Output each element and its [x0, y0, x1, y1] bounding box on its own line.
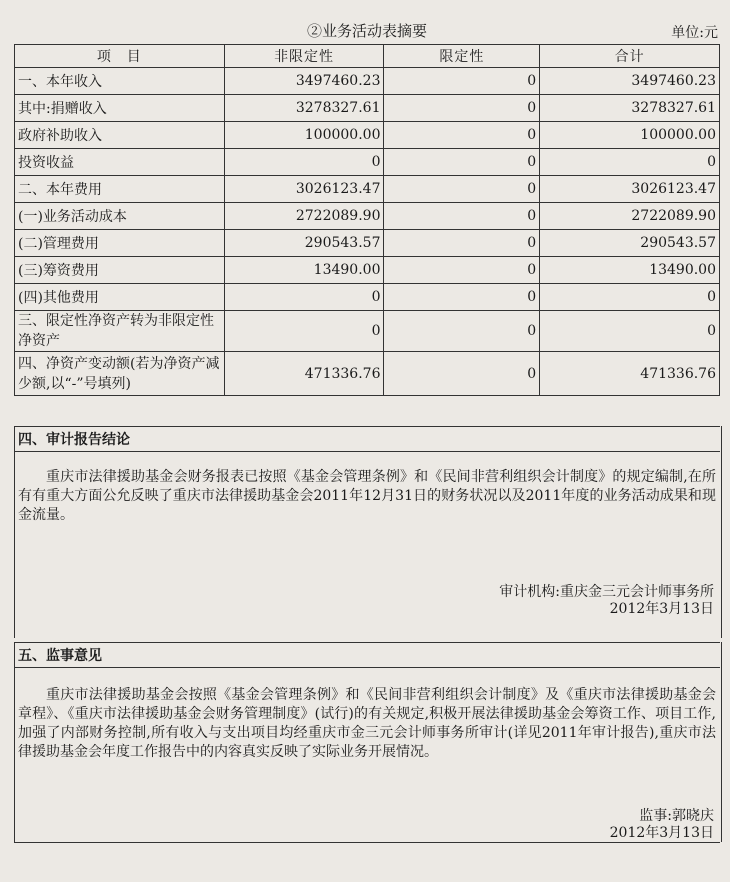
row-restricted: 0 — [384, 176, 540, 203]
row-label: 四、净资产变动额(若为净资产减少额,以“-”号填列) — [15, 352, 225, 396]
row-total: 471336.76 — [540, 352, 720, 396]
row-unrestricted: 0 — [224, 284, 384, 311]
supervisor-heading: 五、监事意见 — [14, 642, 720, 668]
row-unrestricted: 0 — [224, 149, 384, 176]
row-unrestricted: 0 — [224, 311, 384, 352]
table-caption: ②业务活动表摘要 — [306, 22, 427, 40]
audit-heading: 四、审计报告结论 — [14, 426, 720, 452]
supervisor-date: 2012年3月13日 — [609, 825, 714, 841]
row-unrestricted: 290543.57 — [224, 230, 384, 257]
row-restricted: 0 — [384, 68, 540, 95]
row-restricted: 0 — [384, 95, 540, 122]
table-row — [15, 284, 720, 311]
header-total: 合计 — [540, 45, 720, 68]
row-restricted: 0 — [384, 203, 540, 230]
row-unrestricted: 100000.00 — [224, 122, 384, 149]
row-unrestricted: 3026123.47 — [224, 176, 384, 203]
row-label: (二)管理费用 — [15, 230, 225, 257]
table-row — [15, 149, 720, 176]
row-total: 0 — [540, 149, 720, 176]
row-restricted: 0 — [384, 149, 540, 176]
table-row — [15, 311, 720, 352]
unit-label: 单位:元 — [671, 25, 718, 41]
row-unrestricted: 13490.00 — [224, 257, 384, 284]
row-total: 290543.57 — [540, 230, 720, 257]
row-label: 政府补助收入 — [15, 122, 225, 149]
row-label: 二、本年费用 — [15, 176, 225, 203]
table-row — [15, 95, 720, 122]
audit-signature — [499, 584, 714, 618]
row-restricted: 0 — [384, 352, 540, 396]
row-label: 三、限定性净资产转为非限定性净资产 — [15, 311, 225, 352]
row-label: 投资收益 — [15, 149, 225, 176]
row-restricted: 0 — [384, 230, 540, 257]
row-total: 0 — [540, 311, 720, 352]
activity-summary-table — [14, 44, 720, 396]
table-row — [15, 203, 720, 230]
table-row — [15, 230, 720, 257]
row-unrestricted: 471336.76 — [224, 352, 384, 396]
row-total: 100000.00 — [540, 122, 720, 149]
supervisor-text: 重庆市法律援助基金会按照《基金会管理条例》和《民间非营利组织会计制度》及《重庆市法律援助基金会章程》、《重庆市法律援助基金会财务管理制度》(试行)的有关规定,积极开展法律援助基金会筹资工作、项目工作,加强了内部财务控制,所有收入与支出项目均经重庆市金三元会计师事务所审计(详见2011年审计报告),重庆市法律援助基金会年度工作报告中的内容真实反映了实际业务开展情况。 — [18, 687, 716, 760]
row-restricted: 0 — [384, 284, 540, 311]
row-label: (四)其他费用 — [15, 284, 225, 311]
row-restricted: 0 — [384, 122, 540, 149]
audit-text: 重庆市法律援助基金会财务报表已按照《基金会管理条例》和《民间非营利组织会计制度》的规定编制,在所有有重大方面公允反映了重庆市法律援助基金会2011年12月31日的财务状况以及2011年度的业务活动成果和现金流量。 — [18, 469, 716, 523]
row-total: 3026123.47 — [540, 176, 720, 203]
table-row — [15, 122, 720, 149]
row-total: 0 — [540, 284, 720, 311]
table-row — [15, 257, 720, 284]
row-total: 2722089.90 — [540, 203, 720, 230]
row-restricted: 0 — [384, 311, 540, 352]
row-label: 一、本年收入 — [15, 68, 225, 95]
row-unrestricted: 3497460.23 — [224, 68, 384, 95]
audit-org: 审计机构:重庆金三元会计师事务所 — [499, 584, 714, 600]
header-restricted: 限定性 — [384, 45, 540, 68]
row-total: 3497460.23 — [540, 68, 720, 95]
row-label: (一)业务活动成本 — [15, 203, 225, 230]
row-total: 13490.00 — [540, 257, 720, 284]
row-total: 3278327.61 — [540, 95, 720, 122]
supervisor-signature — [610, 808, 714, 842]
row-unrestricted: 2722089.90 — [224, 203, 384, 230]
audit-date: 2012年3月13日 — [609, 601, 714, 617]
table-header-row — [15, 45, 720, 68]
row-restricted: 0 — [384, 257, 540, 284]
header-unrestricted: 非限定性 — [224, 45, 384, 68]
table-row — [15, 68, 720, 95]
bottom-rule — [14, 842, 720, 843]
table-row — [15, 176, 720, 203]
header-item: 项 目 — [15, 45, 225, 68]
row-unrestricted: 3278327.61 — [224, 95, 384, 122]
row-label: 其中:捐赠收入 — [15, 95, 225, 122]
supervisor-name: 监事:郭晓庆 — [639, 808, 714, 824]
row-label: (三)筹资费用 — [15, 257, 225, 284]
table-row — [15, 352, 720, 396]
table-caption-row — [14, 18, 720, 44]
